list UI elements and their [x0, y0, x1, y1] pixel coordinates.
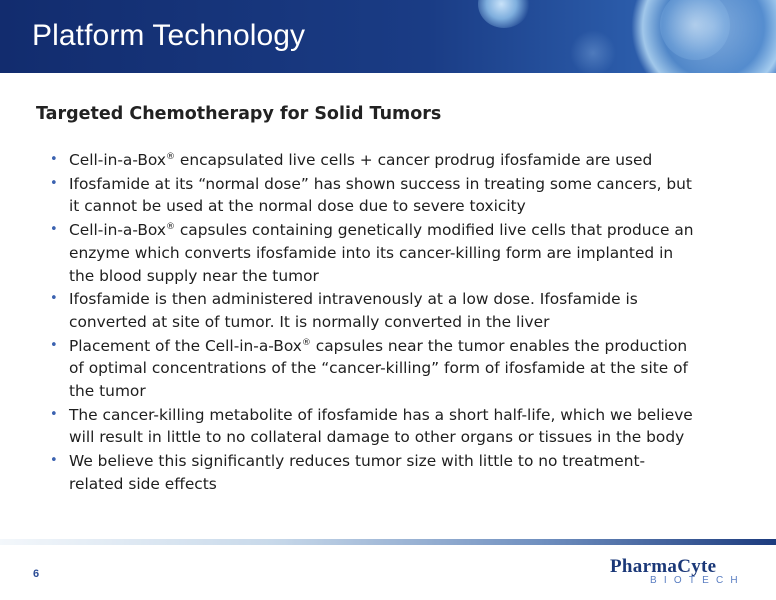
bullet-text: We believe this significantly reduces tumor size with little to no treatment-	[69, 452, 646, 471]
registered-mark: ®	[165, 151, 175, 162]
bullet-marker: •	[50, 453, 58, 469]
bullet-text: will result in little to no collateral damage to other organs or tissues in the body	[69, 428, 685, 447]
cell-image-glow	[478, 0, 530, 28]
bullet-line	[69, 426, 730, 449]
bullet-item	[50, 219, 730, 287]
bullet-text: the tumor	[69, 382, 146, 401]
bullet-text: Ifosfamide is then administered intravenously at a low dose. Ifosfamide is	[69, 290, 638, 309]
bullet-line	[69, 288, 730, 311]
bullet-line	[69, 335, 730, 358]
bullet-text: The cancer-killing metabolite of ifosfamide has a short half-life, which we believe	[69, 405, 693, 424]
bullet-text: encapsulated live cells + cancer prodrug ifosfamide are used	[174, 151, 653, 169]
page-number: 6	[33, 568, 40, 580]
bullet-line	[69, 450, 730, 473]
bullet-text: capsules containing genetically modified live cells that produce an	[174, 221, 694, 240]
bullet-line	[69, 357, 730, 380]
bullet-marker: •	[50, 406, 58, 422]
bullet-line	[69, 242, 730, 265]
bullet-text: it cannot be used at the normal dose due to severe toxicity	[69, 197, 526, 216]
bullet-text: related side effects	[69, 474, 217, 493]
cell-image-small	[570, 30, 616, 73]
bullet-text: enzyme which converts ifosfamide into its cancer-killing form are implanted in	[69, 243, 674, 262]
bullet-line	[69, 265, 730, 288]
bullet-item	[50, 288, 730, 333]
bullet-line	[69, 195, 730, 218]
header-banner	[0, 0, 776, 73]
bullet-text: of optimal concentrations of the “cancer-killing” form of ifosfamide at the site of	[69, 359, 688, 378]
bullet-line	[69, 173, 730, 196]
bullet-line	[69, 219, 730, 242]
bullet-item	[50, 149, 730, 172]
logo-subtitle: BIOTECH	[650, 575, 745, 586]
bullet-marker: •	[50, 152, 58, 167]
bullet-line	[69, 311, 730, 334]
bullet-text: Cell-in-a-Box	[69, 221, 166, 240]
bullet-line	[69, 149, 730, 172]
bullet-item	[50, 404, 730, 449]
bullet-item	[50, 450, 730, 495]
bullet-text: the blood supply near the tumor	[69, 266, 319, 285]
bullet-marker: •	[50, 291, 58, 307]
bullet-line	[69, 380, 730, 403]
footer-divider	[0, 539, 776, 545]
bullet-text: Cell-in-a-Box	[69, 151, 166, 169]
logo-wordmark: PharmaCyte	[610, 556, 717, 577]
bullet-text: Ifosfamide at its “normal dose” has shown success in treating some cancers, but	[69, 174, 692, 193]
company-logo	[610, 556, 750, 592]
section-heading: Targeted Chemotherapy for Solid Tumors	[36, 104, 442, 124]
bullet-marker: •	[50, 337, 58, 353]
bullet-list	[50, 149, 730, 497]
bullet-item	[50, 173, 730, 218]
bullet-line	[69, 404, 730, 427]
bullet-item	[50, 335, 730, 403]
bullet-marker: •	[50, 222, 58, 238]
bullet-text: converted at site of tumor. It is normally converted in the liver	[69, 312, 550, 331]
registered-mark: ®	[165, 221, 175, 232]
bullet-text: capsules near the tumor enables the production	[310, 336, 688, 355]
bullet-text: Placement of the Cell-in-a-Box	[69, 336, 302, 355]
bullet-marker: •	[50, 175, 58, 191]
slide-title: Platform Technology	[32, 19, 306, 52]
registered-mark: ®	[301, 337, 311, 348]
bullet-line	[69, 473, 730, 496]
